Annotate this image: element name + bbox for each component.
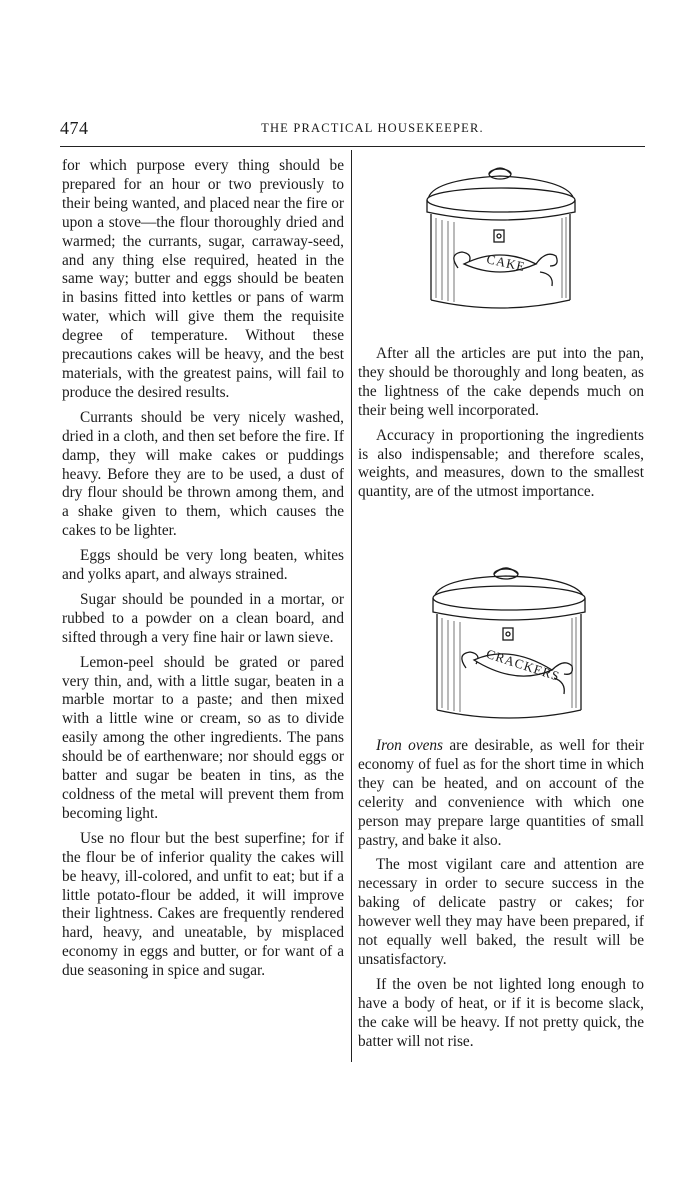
paragraph: Eggs should be very long beaten, whites and yolks apart, and always strained. xyxy=(62,547,344,584)
left-column xyxy=(62,157,344,987)
paragraph: Currants should be very nicely washed, dried in a cloth, and then set before the fire. If damp, they will make cakes or puddings heavy. Before they are to be used, a dust of dry flour should be thrown among them, and a shake given to them, which causes the cakes to be lighter. xyxy=(62,408,344,540)
italic-term: Iron ovens xyxy=(376,737,443,754)
page-header xyxy=(60,118,645,140)
paragraph: Use no flour but the best superfine; for if the flour be of inferior quality the cakes will be heavy, ill-colored, and unfit to eat; but if a little potato-flour be added, it will improve their lightness. Cakes are frequently rendered hard, heavy, and uneatable, by misplaced economy in eggs and butter, or for want of a due seasoning in spice and sugar. xyxy=(62,829,344,980)
right-column-lower xyxy=(358,737,644,1058)
running-title: THE PRACTICAL HOUSEKEEPER. xyxy=(261,121,484,135)
paragraph: After all the articles are put into the pan, they should be thoroughly and long beaten, as the lightness of the cake depends much on their being well incorporated. xyxy=(358,345,644,419)
column-divider xyxy=(351,150,352,1062)
cracker-tin-label: CRACKERS xyxy=(484,645,562,684)
paragraph xyxy=(358,737,644,850)
header-rule xyxy=(60,146,645,147)
cracker-tin-illustration xyxy=(408,560,613,726)
paragraph: for which purpose every thing should be prepared for an hour or two previously to their being wanted, and placed near the fire or upon a stove—the flour thoroughly dried and warmed; the currants, sugar, carraway-seed, and any thing else required, heated in the same way; butter and eggs should be beaten in basins fitted into kettles or pans of warm water, which will give them the requisite degree of temperature. Without these precautions cakes will be heavy, and the best materials, with the greatest pains, will fail to produce the desired results. xyxy=(62,157,344,401)
paragraph: Lemon-peel should be grated or pared very thin, and, with a little sugar, beaten in a marble mortar to a paste; and then mixed with a little wine or cream, so as to divide easily among the other ingredients. The pans should be of earthenware; nor should eggs or batter and sugar be beaten in tins, as the coldness of the metal will prevent them from becoming light. xyxy=(62,653,344,822)
paragraph-text: are desirable, as well for their economy of fuel as for the short time in which they can be heated, and on account of the celerity and convenience with which one person may prepare large quantities of small pastry, and bake it also. xyxy=(358,737,644,849)
cake-tin-illustration xyxy=(390,160,600,320)
paragraph: Sugar should be pounded in a mortar, or rubbed to a powder on a clean board, and sifted through a very fine hair or lawn sieve. xyxy=(62,590,344,646)
paragraph: If the oven be not lighted long enough to have a body of heat, or if it is become slack, the cake will be heavy. If not pretty quick, the batter will not rise. xyxy=(358,975,644,1050)
paragraph: The most vigilant care and attention are necessary in order to secure success in the baking of delicate pastry or cakes; for however well they may have been prepared, if not equally well baked, the result will be unsatisfactory. xyxy=(358,856,644,968)
cake-tin-label: CAKE xyxy=(485,251,527,275)
right-column-upper xyxy=(358,345,644,508)
paragraph: Accuracy in proportioning the ingredients is also indispensable; and therefore scales, weights, and measures, down to the smallest quantity, are of the utmost importance. xyxy=(358,426,644,501)
page-number: 474 xyxy=(60,118,89,138)
